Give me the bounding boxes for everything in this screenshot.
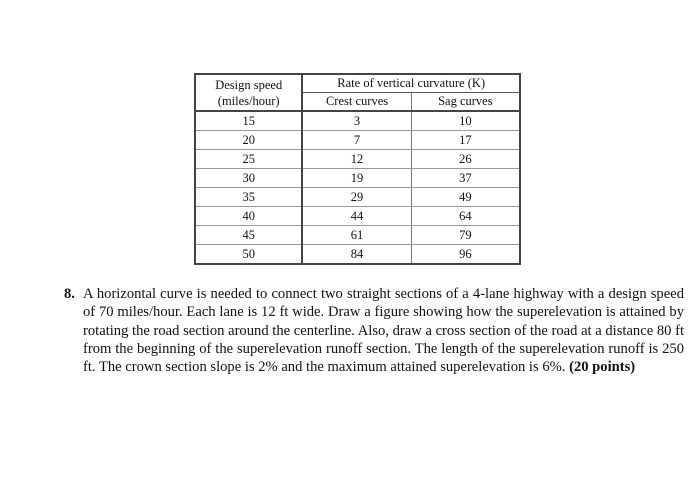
crest-cell: 61 xyxy=(302,226,411,245)
sag-cell: 49 xyxy=(411,188,520,207)
sag-cell: 17 xyxy=(411,131,520,150)
sag-cell: 96 xyxy=(411,245,520,265)
crest-cell: 3 xyxy=(302,111,411,131)
sag-cell: 79 xyxy=(411,226,520,245)
table-row xyxy=(195,207,520,226)
design-speed-header xyxy=(195,74,302,111)
speed-cell: 20 xyxy=(195,131,302,150)
rate-of-vertical-curvature-header: Rate of vertical curvature (K) xyxy=(302,74,520,93)
crest-cell: 12 xyxy=(302,150,411,169)
crest-cell: 7 xyxy=(302,131,411,150)
speed-cell: 45 xyxy=(195,226,302,245)
design-speed-header-line1: Design speed xyxy=(215,77,283,92)
sag-cell: 26 xyxy=(411,150,520,169)
problem-number: 8. xyxy=(64,286,75,302)
table-row xyxy=(195,245,520,265)
table-row xyxy=(195,150,520,169)
vertical-curvature-table xyxy=(194,73,521,265)
design-speed-header-line2: (miles/hour) xyxy=(217,93,280,108)
speed-cell: 50 xyxy=(195,245,302,265)
speed-cell: 35 xyxy=(195,188,302,207)
table-row xyxy=(195,131,520,150)
problem-points: (20 points) xyxy=(569,359,636,376)
problem-text: A horizontal curve is needed to connect two straight sections of a 4-lane highway with a design speed of 70 miles/hour. Each lane is 12 ft wide. Draw a figure showing how the superelevation is attained by rotating the road section around the centerline. Also, draw a cross section of the road at a distance 80 ft from the beginning of the superelevation runoff section. The length of the superelevation runoff is 250 ft. The crown section slope is 2% and the maximum attained superelevation is 6%. xyxy=(83,286,684,376)
table-row xyxy=(195,111,520,131)
crest-cell: 29 xyxy=(302,188,411,207)
crest-curves-header: Crest curves xyxy=(302,93,411,112)
speed-cell: 15 xyxy=(195,111,302,131)
problem-8 xyxy=(64,285,684,376)
sag-cell: 10 xyxy=(411,111,520,131)
table-row xyxy=(195,169,520,188)
table-row xyxy=(195,188,520,207)
sag-curves-header: Sag curves xyxy=(411,93,520,112)
table-row xyxy=(195,226,520,245)
crest-cell: 19 xyxy=(302,169,411,188)
problem-statement xyxy=(83,285,684,376)
speed-cell: 40 xyxy=(195,207,302,226)
sag-cell: 37 xyxy=(411,169,520,188)
sag-cell: 64 xyxy=(411,207,520,226)
speed-cell: 30 xyxy=(195,169,302,188)
crest-cell: 44 xyxy=(302,207,411,226)
speed-cell: 25 xyxy=(195,150,302,169)
crest-cell: 84 xyxy=(302,245,411,265)
